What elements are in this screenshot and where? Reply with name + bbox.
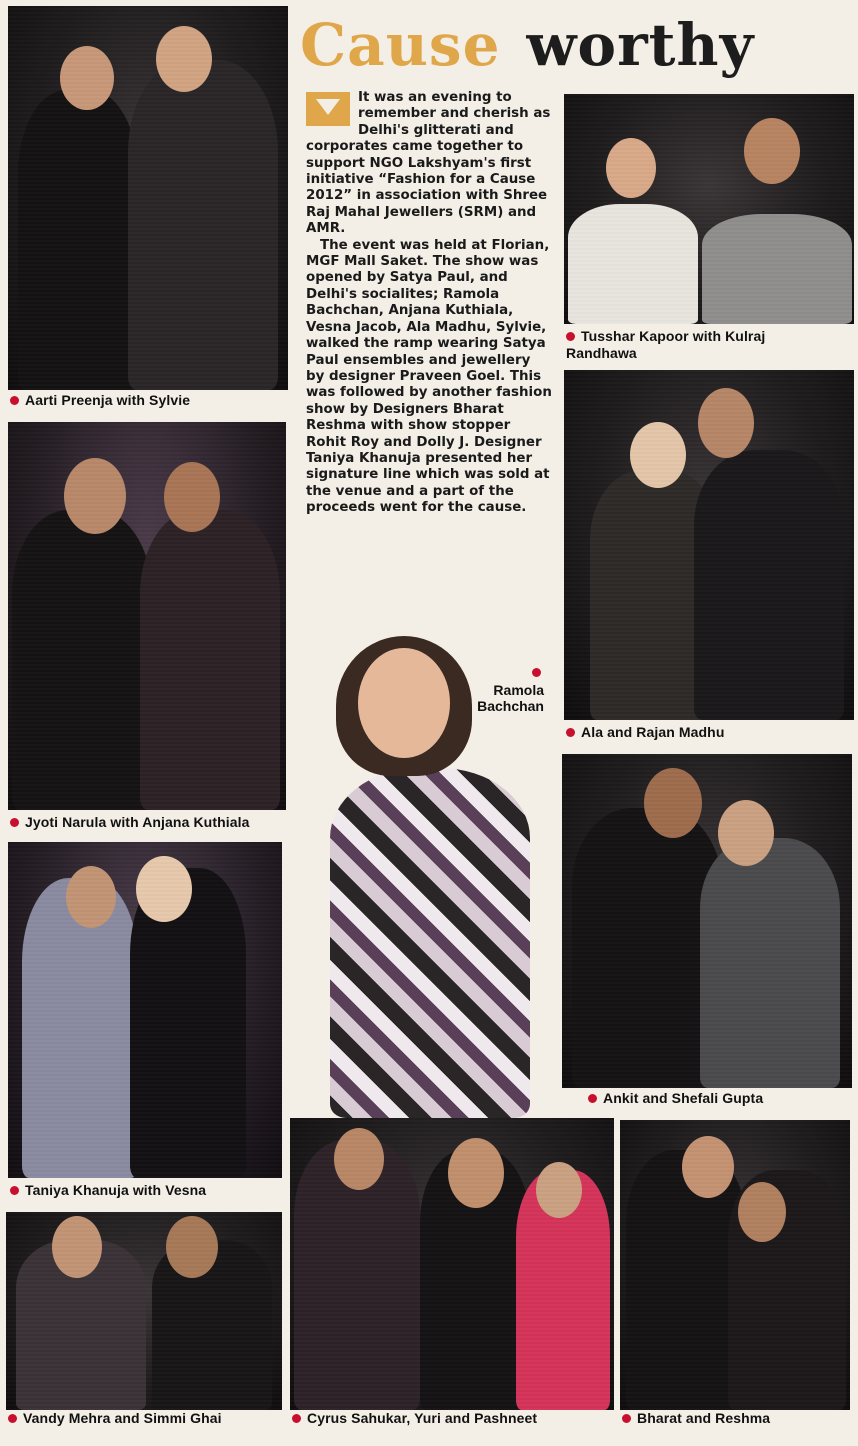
photo-ala-rajan: [564, 370, 854, 720]
headline-word-cause: Cause: [300, 11, 501, 79]
headline-word-worthy: worthy: [526, 11, 755, 79]
bullet-dot-icon: [10, 396, 19, 405]
caption-aarti: Aarti Preenja with Sylvie: [10, 392, 190, 408]
bullet-dot-icon: [8, 1414, 17, 1423]
photo-taniya-vesna: [8, 842, 282, 1178]
headline: [300, 10, 754, 80]
bullet-dot-icon: [622, 1414, 631, 1423]
caption-vandy: Vandy Mehra and Simmi Ghai: [8, 1410, 222, 1426]
photo-tusshar-kulraj: [564, 94, 854, 324]
bullet-dot-icon: [566, 332, 575, 341]
photo-ankit-shefali: [562, 754, 852, 1088]
chevron-down-icon: [306, 92, 350, 126]
caption-tusshar: Tusshar Kapoor with Kulraj Randhawa: [566, 328, 766, 361]
article-paragraph: It was an evening to remember and cherish as Delhi's glitterati and corporates came together to support NGO Lakshyam's first initiative “Fashion for a Cause 2012” in association with Shree Raj Mahal Jewellers (SRM) and AMR.: [306, 90, 551, 237]
photo-bharat-reshma: [620, 1120, 850, 1410]
caption-cyrus: Cyrus Sahukar, Yuri and Pashneet: [292, 1410, 537, 1426]
caption-taniya: Taniya Khanuja with Vesna: [10, 1182, 206, 1198]
photo-vandy-simmi: [6, 1212, 282, 1410]
bullet-dot-icon: [10, 1186, 19, 1195]
caption-ramola: Ramola Bachchan: [477, 682, 544, 714]
photo-jyoti-anjana: [8, 422, 286, 810]
caption-jyoti: Jyoti Narula with Anjana Kuthiala: [10, 814, 249, 830]
photo-cyrus-yuri-pashneet: [290, 1118, 614, 1410]
bullet-dot-icon: [10, 818, 19, 827]
article-body: [306, 90, 552, 517]
bullet-dot-icon: [532, 668, 541, 677]
bullet-dot-icon: [588, 1094, 597, 1103]
bullet-dot-icon: [292, 1414, 301, 1423]
caption-ala: Ala and Rajan Madhu: [566, 724, 724, 740]
article-paragraph: The event was held at Florian, MGF Mall Saket. The show was opened by Satya Paul, and Delhi's socialites; Ramola Bachchan, Anjana Kuthiala, Vesna Jacob, Ala Madhu, Sylvie, walked the ramp wearing Satya Paul ensembles and jewellery by designer Praveen Goel. This was followed by another fashion show by Designers Bharat Reshma with show stopper Rohit Roy and Dolly J. Designer Taniya Khanuja presented her signature line which was sold at the venue and a part of the proceeds went for the cause.: [306, 237, 552, 516]
caption-ankit: Ankit and Shefali Gupta: [588, 1090, 763, 1106]
photo-aarti-sylvie: [8, 6, 288, 390]
caption-bharat: Bharat and Reshma: [622, 1410, 770, 1426]
